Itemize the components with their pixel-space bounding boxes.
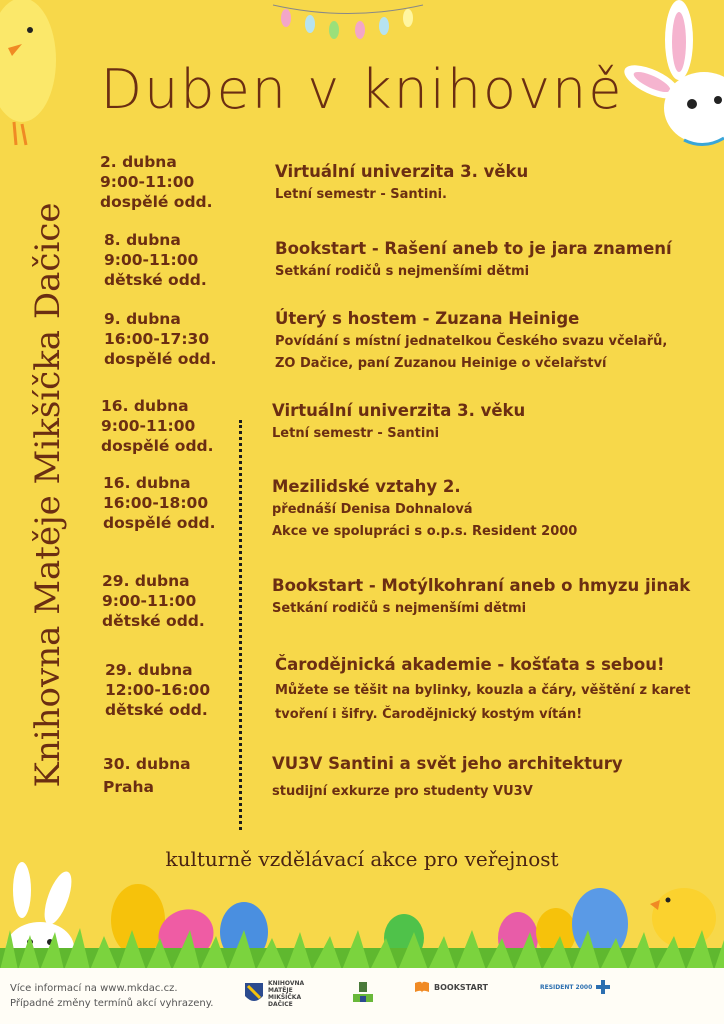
event-audience: dětské odd. [102,612,205,630]
event-datetime [105,660,255,720]
event-time: 9:00-11:00 [101,417,196,435]
event-date: 2. dubna [100,153,177,171]
footer-note-line: Případné změny termínů akcí vyhrazeny. [10,998,214,1009]
event-title: VU3V Santini a svět jeho architektury [272,754,623,773]
event-time: 9:00-11:00 [100,173,195,191]
book-icon [414,980,430,994]
event-title: Virtuální univerzita 3. věku [272,401,526,420]
cross-icon [596,980,610,994]
event-datetime [104,230,254,290]
library-name-text: Knihovna Matěje Mikšíčka Dačice [28,202,68,788]
resident-logo: RESIDENT 2000 [540,980,610,994]
event-datetime [104,309,254,369]
event-time: 16:00-17:30 [104,330,210,348]
event-audience: dospělé odd. [104,350,217,368]
event-detail: Povídání s místní jednatelkou Českého svazu včelařů, [275,334,668,349]
library-logo: KNIHOVNA MATĚJE MIKŠÍČKA DAČICE [244,980,304,1008]
bookstart-logo: BOOKSTART [414,980,488,994]
event-audience: dospělé odd. [101,437,214,455]
event-date: 9. dubna [104,310,181,328]
bunting-decoration [268,0,428,48]
event-detail: studijní exkurze pro studenty VU3V [272,784,533,799]
event-date: 16. dubna [101,397,189,415]
library-crest-icon [244,982,264,1006]
event-detail: Akce ve spolupráci s o.p.s. Resident 2000 [272,524,578,539]
event-description [275,237,705,283]
event-description [275,307,705,375]
event-detail: Setkání rodičů s nejmenšími dětmi [272,601,527,616]
event-description [272,574,702,620]
event-detail: tvoření i šifry. Čarodějnický kostým vítán! [275,707,583,722]
event-location: Praha [103,778,154,796]
event-audience: dětské odd. [105,701,208,719]
event-datetime [100,152,250,212]
event-date: 29. dubna [105,661,193,679]
event-description [272,475,702,543]
event-detail: Letní semestr - Santini [272,426,440,441]
event-datetime [101,396,251,456]
event-title: Čarodějnická akademie - košťata s sebou! [275,655,665,674]
event-date: 16. dubna [103,474,191,492]
event-datetime [102,571,252,631]
event-audience: dospělé odd. [100,193,213,211]
event-title: Bookstart - Motýlkohraní aneb o hmyzu jinak [272,576,691,595]
event-description [275,653,705,726]
event-title: Úterý s hostem - Zuzana Heinige [275,309,580,328]
event-date: 8. dubna [104,231,181,249]
footer-note [10,981,213,1011]
event-time: 16:00-18:00 [103,494,209,512]
event-audience: dětské odd. [104,271,207,289]
event-time: 9:00-11:00 [104,251,199,269]
library-name-vertical [18,155,78,835]
event-time: 9:00-11:00 [102,592,197,610]
town-logo [350,980,376,1008]
event-detail: přednáší Denisa Dohnalová [272,502,473,517]
event-date: 30. dubna [103,755,191,773]
event-title: Bookstart - Rašení aneb to je jara znamení [275,239,672,258]
town-crest-icon [350,980,376,1008]
event-datetime [103,473,253,533]
page-title: Duben v knihovně [100,58,624,121]
footer [0,968,724,1024]
footer-note-line: Více informací na www.mkdac.cz. [10,983,178,994]
event-datetime [103,753,253,799]
event-description [272,399,702,445]
event-description [275,160,705,206]
event-detail: Letní semestr - Santini. [275,187,447,202]
easter-eggs-decoration [0,860,724,970]
event-time: 12:00-16:00 [105,681,211,699]
event-detail: ZO Dačice, paní Zuzanou Heinige o včelařství [275,356,607,371]
event-description [272,749,702,805]
event-detail: Můžete se těšit na bylinky, kouzla a čáry, věštění z karet [275,683,691,698]
event-title: Virtuální univerzita 3. věku [275,162,529,181]
event-audience: dospělé odd. [103,514,216,532]
subtitle: kulturně vzdělávací akce pro veřejnost [165,847,559,871]
event-date: 29. dubna [102,572,190,590]
event-title: Mezilidské vztahy 2. [272,477,461,496]
event-detail: Setkání rodičů s nejmenšími dětmi [275,264,530,279]
